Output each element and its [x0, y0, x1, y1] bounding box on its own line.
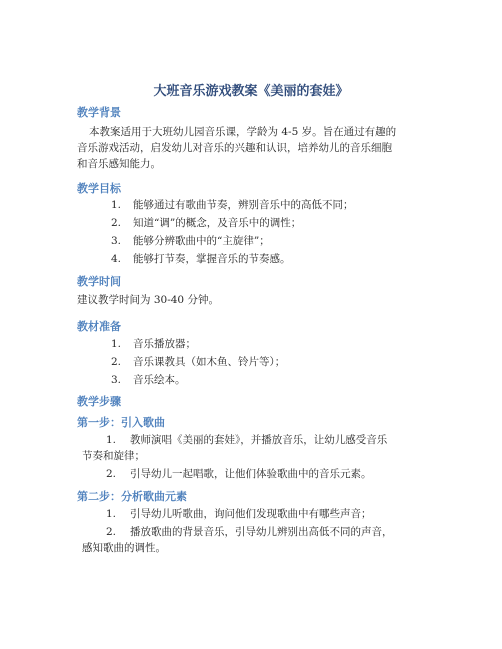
- list-number: 3.: [111, 235, 122, 247]
- heading-step1: 第一步：引入歌曲: [77, 416, 165, 429]
- list-text: 引导幼儿一起唱歌，让他们体验歌曲中的音乐元素。: [130, 468, 372, 480]
- list-text: 能够通过有歌曲节奏，辨别音乐中的高低不同；: [133, 199, 354, 211]
- list-text: 播放歌曲的背景音乐，引导幼儿辨别出高低不同的声音，: [130, 526, 393, 538]
- list-number: 2.: [111, 356, 122, 368]
- list-text: 引导幼儿听歌曲，询问他们发现歌曲中有哪些声音；: [130, 508, 372, 520]
- list-number: 1.: [106, 508, 117, 520]
- list-number: 2.: [111, 217, 122, 229]
- heading-step2: 第二步：分析歌曲元素: [77, 490, 187, 503]
- document-title: 大班音乐游戏教案《美丽的套娃》: [153, 84, 349, 99]
- list-text: 音乐课教具（如木鱼、铃片等）；: [133, 356, 286, 368]
- heading-steps: 教学步骤: [77, 395, 121, 408]
- list-number: 3.: [111, 374, 122, 386]
- list-number: 1.: [106, 434, 117, 446]
- paragraph-background: [77, 124, 427, 172]
- paragraph-line: 音乐游戏活动，启发幼儿对音乐的兴趣和认识，培养幼儿的音乐细胞: [77, 142, 392, 154]
- list-number: 1.: [111, 199, 122, 211]
- list-text-continued: 感知歌曲的调性。: [82, 542, 166, 554]
- heading-background: 教学背景: [77, 106, 121, 119]
- list-text: 能够分辨歌曲中的“主旋律”；: [133, 235, 270, 247]
- list-number: 4.: [111, 253, 122, 265]
- list-text-continued: 节奏和旋律；: [82, 450, 145, 462]
- list-text: 音乐绘本。: [133, 374, 186, 386]
- heading-materials: 教材准备: [77, 320, 121, 333]
- paragraph-line: 和音乐感知能力。: [77, 158, 161, 170]
- heading-goals: 教学目标: [77, 182, 121, 195]
- list-number: 1.: [111, 338, 122, 350]
- list-text: 教师演唱《美丽的套娃》，并播放音乐，让幼儿感受音乐: [130, 434, 388, 446]
- paragraph-time: [77, 292, 427, 308]
- heading-time: 教学时间: [77, 275, 121, 288]
- list-text: 能够打节奏，掌握音乐的节奏感。: [133, 253, 291, 265]
- paragraph-line: 本教案适用于大班幼儿园音乐课，学龄为 4-5 岁。旨在通过有趣的: [89, 126, 397, 138]
- list-text: 音乐播放器；: [133, 338, 196, 350]
- paragraph-line: 建议教学时间为 30-40 分钟。: [77, 294, 219, 306]
- list-text: 知道“调”的概念，及音乐中的调性；: [133, 217, 302, 229]
- list-number: 2.: [106, 526, 117, 538]
- list-number: 2.: [106, 468, 117, 480]
